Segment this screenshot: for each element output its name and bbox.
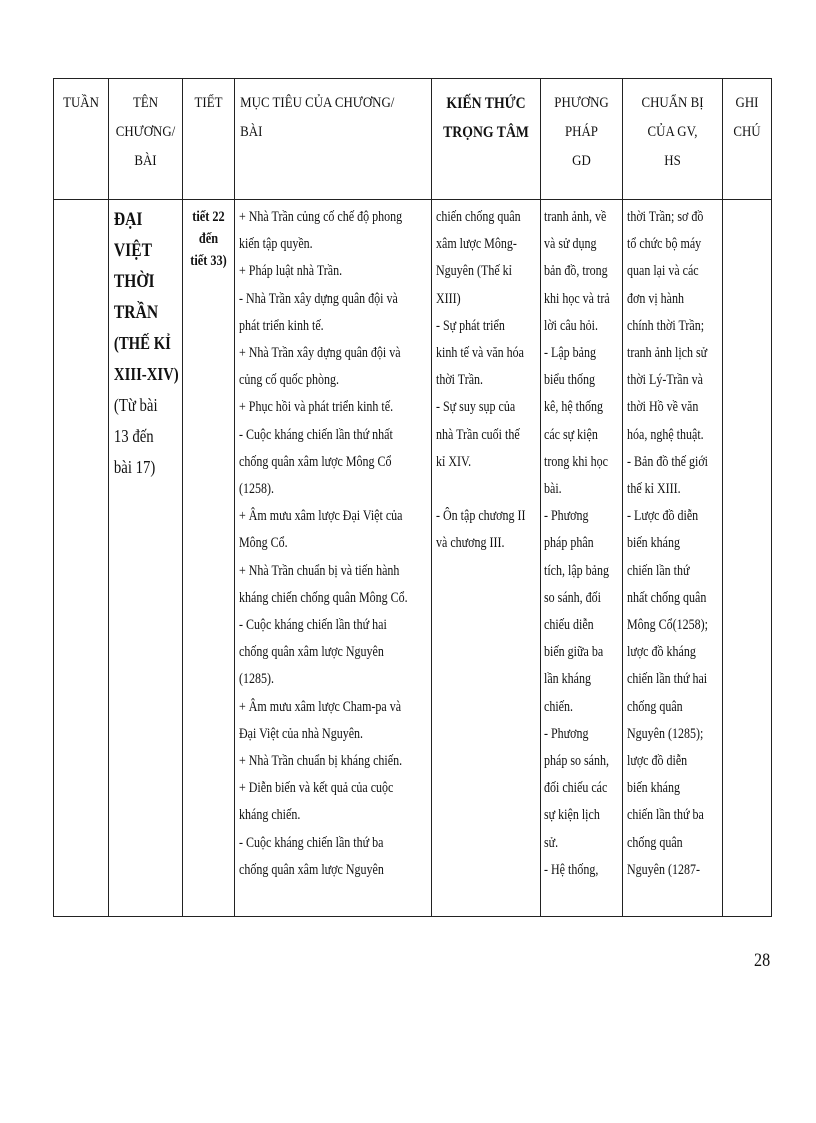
kien-thuc-line: xâm lược Mông- [436,236,517,253]
phuong-phap-line: khi học và trả [544,290,610,307]
chuan-bi-line: chống quân [627,698,683,715]
kien-thuc-line: và chương III. [436,535,505,552]
muc-tieu-line: Đại Việt của nhà Nguyên. [239,725,364,742]
phuong-phap-line: biểu thống [544,372,595,389]
phuong-phap-line: lời câu hỏi. [544,317,598,334]
chapter-line: ĐẠI [113,209,143,230]
muc-tieu-line: + Âm mưu xâm lược Cham-pa và [239,698,402,715]
kien-thuc-line: kinh tế và văn hóa [436,345,524,362]
phuong-phap-line: đối chiếu các [544,780,608,797]
header-ten-chuong: TÊN CHƯƠNG/ BÀI [109,79,183,200]
header-tiet: TIẾT [183,79,235,200]
muc-tieu-line: + Pháp luật nhà Trần. [239,263,343,280]
tiet-line: tiết 33) [190,253,227,269]
chuan-bi-line: thời Lý-Trần và [627,372,703,389]
cell-muc-tieu [235,200,432,917]
chuan-bi-line: lược đồ diễn [627,753,688,770]
header-kien-thuc: KIẾN THỨC TRỌNG TÂM [432,79,541,200]
header-chuan-bi: CHUẨN BỊ CỦA GV, HS [623,79,723,200]
muc-tieu-line: củng cố quốc phòng. [239,372,339,389]
chuan-bi-line: tranh ảnh lịch sử [627,345,708,362]
muc-tieu-line: (1258). [239,481,274,498]
phuong-phap-line: bài. [544,481,562,498]
muc-tieu-line: kiến tập quyền. [239,236,313,253]
muc-tieu-line: + Nhà Trần xây dựng quân đội và [239,345,401,362]
phuong-phap-line: pháp so sánh, [544,753,609,770]
kien-thuc-line: - Sự suy sụp của [436,399,516,416]
cell-kien-thuc [432,200,541,917]
chapter-line: (THẾ KỈ [113,333,171,353]
chuan-bi-line: đơn vị hành [627,290,685,307]
muc-tieu-line: + Phục hồi và phát triển kinh tế. [239,399,394,416]
kien-thuc-line: kỉ XIV. [436,453,472,470]
phuong-phap-line: chiếu diễn [544,617,594,634]
muc-tieu-line: + Nhà Trần củng cố chế độ phong [239,209,403,225]
chuan-bi-line: hóa, nghệ thuật. [627,426,704,443]
muc-tieu-line: - Nhà Trần xây dựng quân đội và [239,290,398,307]
chuan-bi-list [623,200,722,884]
cell-chuan-bi [623,200,723,917]
phuong-phap-line: - Lập bảng [544,345,596,362]
chuan-bi-line: chính thời Trần; [627,317,705,334]
chuan-bi-line: Nguyên (1287- [627,861,700,878]
phuong-phap-line: các sự kiện [544,426,598,443]
phuong-phap-line: sự kiện lịch [544,807,600,824]
chuan-bi-line: chiến lần thứ ba [627,807,704,824]
phuong-phap-line: so sánh, đối [544,589,601,606]
phuong-phap-line: tranh ảnh, về [544,209,607,225]
chapter-line: VIỆT [113,240,153,261]
phuong-phap-line: sử. [544,834,559,851]
phuong-phap-line: - Hệ thống, [544,861,599,878]
chuan-bi-line: - Lược đồ diễn [627,508,699,525]
chuan-bi-line: quan lại và các [627,263,699,280]
chuan-bi-line: chiến lần thứ [627,562,690,579]
cell-tuan [54,200,109,917]
table-row [54,200,772,917]
phuong-phap-line: pháp phân [544,535,594,552]
header-phuong-phap: PHƯƠNG PHÁP GD [541,79,623,200]
muc-tieu-line: Mông Cổ. [239,535,288,552]
phuong-phap-line: biến giữa ba [544,644,604,661]
chuan-bi-line: thời Hồ về văn [627,399,699,416]
chuan-bi-line: biến kháng [627,780,680,797]
chapter-line: (Từ bài [113,395,158,415]
header-row [54,79,772,200]
muc-tieu-line: - Cuộc kháng chiến lần thứ hai [239,617,387,634]
muc-tieu-line: + Âm mưu xâm lược Đại Việt của [239,508,403,525]
chuan-bi-line: - Bản đồ thế giới [627,453,708,470]
tiet-line: đến [198,231,219,247]
phuong-phap-line: lần kháng [544,671,591,688]
tiet-range [188,200,230,272]
phuong-phap-line: bản đồ, trong [544,263,608,280]
kien-thuc-line: - Sự phát triển [436,317,505,334]
header-muc-tieu: MỤC TIÊU CỦA CHƯƠNG/ BÀI [235,79,432,200]
chuan-bi-line: chống quân [627,834,683,851]
phuong-phap-line: tích, lập bảng [544,562,609,579]
cell-ghi-chu [723,200,772,917]
cell-chapter [109,200,183,917]
kien-thuc-line: Nguyên (Thế kỉ [436,263,512,280]
phuong-phap-line: kê, hệ thống [544,399,603,416]
tiet-line: tiết 22 [192,209,225,225]
muc-tieu-line: + Diễn biến và kết quả của cuộc [239,780,394,797]
chuan-bi-line: chiến lần thứ hai [627,671,708,688]
muc-tieu-list [235,200,431,884]
page-number: 28 [754,950,771,971]
muc-tieu-line: - Cuộc kháng chiến lần thứ ba [239,834,384,851]
phuong-phap-line: chiến. [544,698,573,715]
muc-tieu-line: + Nhà Trần chuẩn bị kháng chiến. [239,753,403,770]
kien-thuc-list [432,200,540,557]
chuan-bi-line: thế kỉ XIII. [627,481,681,498]
chapter-line: 13 đến [113,426,154,446]
header-tuan: TUẦN [54,79,109,200]
chapter-line: XIII-XIV) [113,364,179,384]
header-ghi-chu: GHI CHÚ [723,79,772,200]
muc-tieu-line: chống quân xâm lược Nguyên [239,861,384,878]
phuong-phap-line: - Phương [544,508,589,525]
kien-thuc-line: chiến chống quân [436,209,521,225]
muc-tieu-line: - Cuộc kháng chiến lần thứ nhất [239,426,393,443]
phuong-phap-line: - Phương [544,725,589,742]
kien-thuc-line: thời Trần. [436,372,484,389]
chuan-bi-line: biến kháng [627,535,680,552]
cell-tiet [183,200,235,917]
phuong-phap-list [541,200,622,884]
phuong-phap-line: trong khi học [544,453,608,470]
kien-thuc-line: - Ôn tập chương II [436,508,526,525]
kien-thuc-line: XIII) [436,290,461,307]
chuan-bi-line: nhất chống quân [627,589,707,606]
chapter-title [109,200,180,483]
muc-tieu-line: chống quân xâm lược Mông Cổ [239,453,392,470]
chapter-line: bài 17) [113,457,156,477]
cell-phuong-phap [541,200,623,917]
muc-tieu-line: kháng chiến. [239,807,301,824]
muc-tieu-line: chống quân xâm lược Nguyên [239,644,384,661]
lesson-plan-table [53,78,772,917]
chuan-bi-line: Mông Cổ(1258); [627,617,708,634]
kien-thuc-line: nhà Trần cuối thế [436,426,520,443]
chapter-line: TRẦN [113,302,159,323]
chuan-bi-line: Nguyên (1285); [627,725,704,742]
muc-tieu-line: phát triển kinh tế. [239,317,324,334]
muc-tieu-line: kháng chiến chống quân Mông Cổ. [239,589,408,606]
chapter-line: THỜI [113,271,155,292]
chuan-bi-line: lược đồ kháng [627,644,696,661]
phuong-phap-line: và sử dụng [544,236,597,253]
chuan-bi-line: tổ chức bộ máy [627,236,702,253]
chuan-bi-line: thời Trần; sơ đồ [627,209,704,225]
muc-tieu-line: + Nhà Trần chuẩn bị và tiến hành [239,562,400,579]
muc-tieu-line: (1285). [239,671,274,688]
kien-thuc-line [436,476,519,503]
